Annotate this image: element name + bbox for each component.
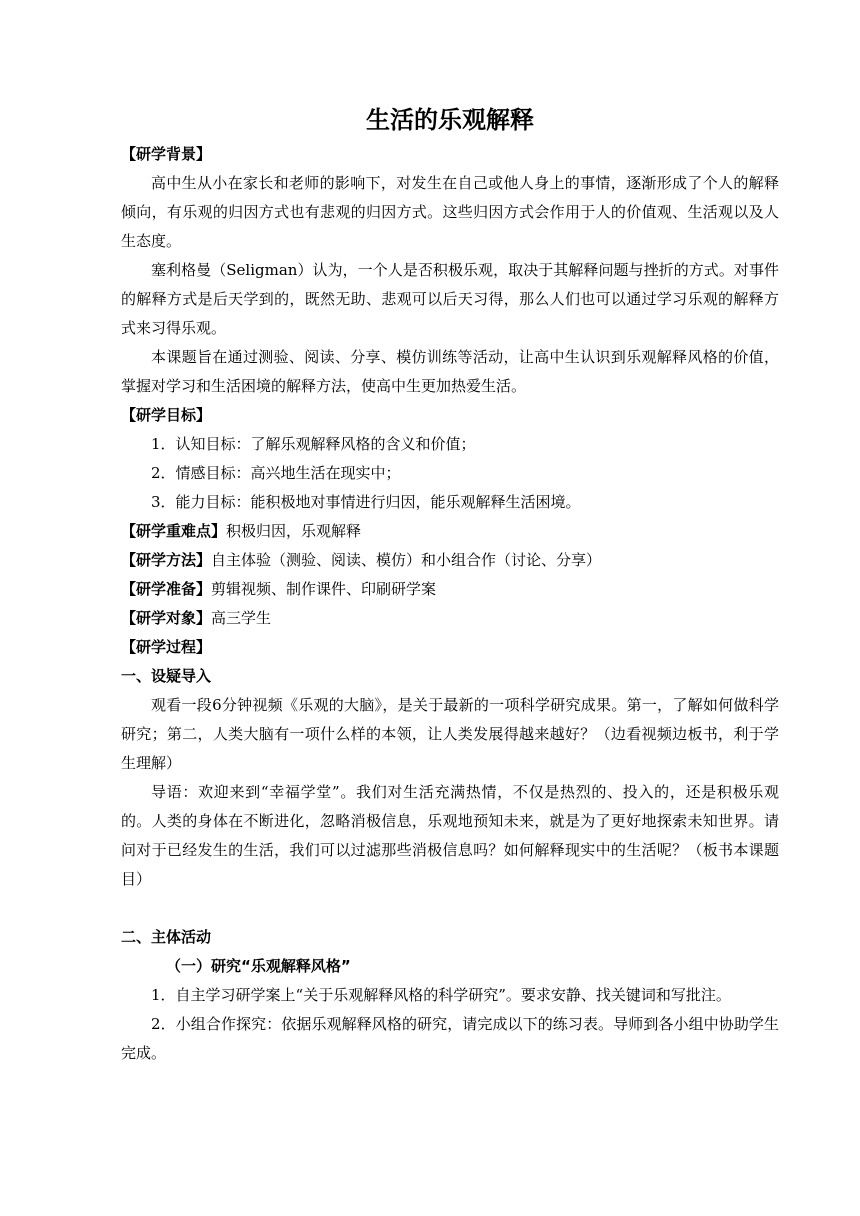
prep-value: 剪辑视频、制作课件、印刷研学案 [211,580,437,598]
section-1-paragraph: 导语：欢迎来到“幸福学堂”。我们对生活充满热情，不仅是热烈的、投入的，还是积极乐观的。人类的身体在不断进化，忽略消极信息，乐观地预知未来，就是为了更好地探索未知世界。请问对于已经发生的生活，我们可以过滤那些消极信息吗？如何解释现实中的生活呢？（板书本课题目） [121,783,779,888]
section-1-title: 一、设疑导入 [121,667,212,685]
section-1-paragraph: 观看一段6分钟视频《乐观的大脑》，是关于最新的一项科学研究成果。第一，了解如何做科学研究；第二，人类大脑有一项什么样的本领，让人类发展得越来越好？（边看视频边板书，利于学生理解） [121,696,779,772]
section-2-paragraph: 1．自主学习研学案上“关于乐观解释风格的科学研究”。要求安静、找关键词和写批注。 [151,986,731,1004]
method-label: 【研学方法】 [121,551,212,569]
prep-label: 【研学准备】 [121,580,212,598]
document-page [121,100,779,1068]
document-title: 生活的乐观解释 [366,106,534,134]
background-paragraph: 高中生从小在家长和老师的影响下，对发生在自己或他人身上的事情，逐渐形成了个人的解释倾向，有乐观的归因方式也有悲观的归因方式。这些归因方式会作用于人的价值观、生活观以及人生态度。 [121,174,779,250]
subsection-1-title: （一）研究“乐观解释风格” [166,957,351,975]
method-value: 自主体验（测验、阅读、模仿）和小组合作（讨论、分享） [211,551,602,569]
section-2-paragraph: 2．小组合作探究：依据乐观解释风格的研究，请完成以下的练习表。导师到各小组中协助学生完成。 [121,1015,779,1062]
goal-item: 2．情感目标：高兴地生活在现实中； [151,464,401,482]
goals-heading: 【研学目标】 [121,406,212,424]
background-paragraph: 本课题旨在通过测验、阅读、分享、模仿训练等活动，让高中生认识到乐观解释风格的价值，掌握对学习和生活困境的解释方法，使高中生更加热爱生活。 [121,348,779,395]
focus-value: 积极归因，乐观解释 [226,522,362,540]
method-row [121,546,779,575]
goal-item: 1．认知目标：了解乐观解释风格的含义和价值； [151,435,476,453]
target-row [121,604,779,633]
focus-row [121,517,779,546]
section-2-title: 二、主体活动 [121,928,212,946]
target-value: 高三学生 [211,609,272,627]
process-heading: 【研学过程】 [121,638,212,656]
background-paragraph: 塞利格曼（Seligman）认为，一个人是否积极乐观，取决于其解释问题与挫折的方式。对事件的解释方式是后天学到的，既然无助、悲观可以后天习得，那么人们也可以通过学习乐观的解释方式来习得乐观。 [121,261,779,337]
focus-label: 【研学重难点】 [121,522,227,540]
background-heading: 【研学背景】 [121,145,212,163]
target-label: 【研学对象】 [121,609,212,627]
goal-item: 3．能力目标：能积极地对事情进行归因，能乐观解释生活困境。 [151,493,581,511]
prep-row [121,575,779,604]
blank-line [121,894,779,923]
